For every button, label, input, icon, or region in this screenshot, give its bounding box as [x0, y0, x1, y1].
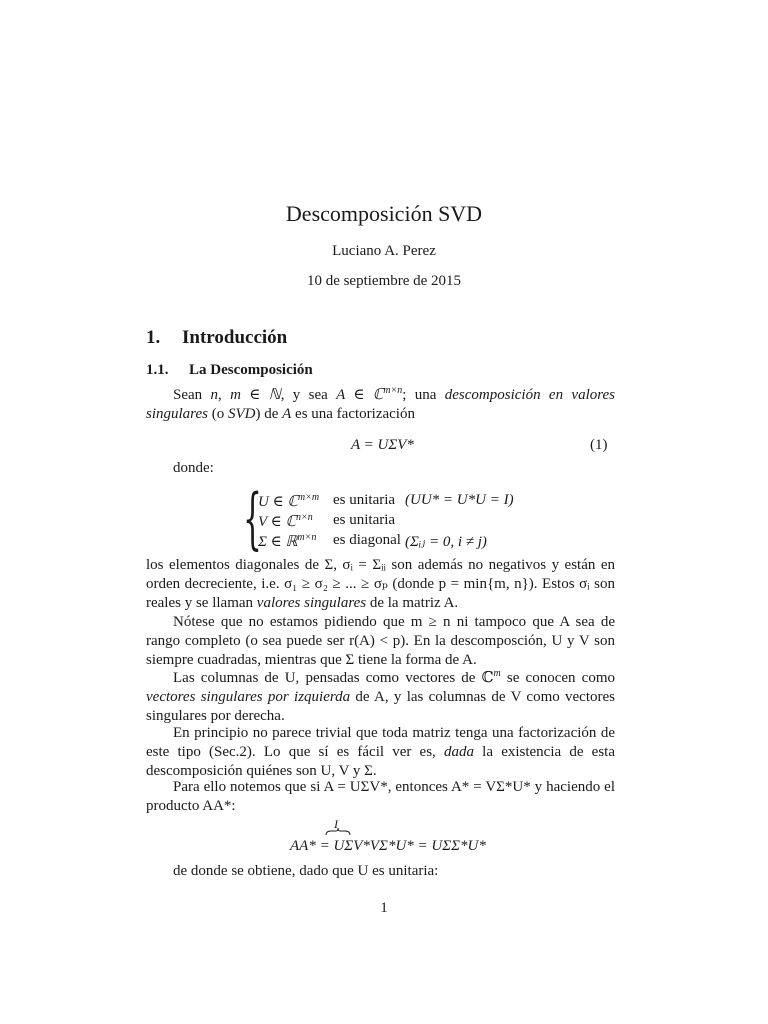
text-run: de A, y las columnas de V como vectores singulares por derecha. — [146, 689, 615, 724]
math-superscript: m×n — [297, 532, 317, 543]
case-row-3-desc: es diagonal — [333, 532, 401, 548]
section-heading — [146, 327, 287, 349]
text-run: ; una — [402, 387, 445, 403]
emphasis-text: vectores singulares por izquierda — [146, 689, 351, 705]
emphasis-text: SVD — [227, 406, 256, 422]
math-run: Σ ∈ ℝ — [258, 534, 298, 550]
math-superscript: m×n — [383, 385, 403, 396]
math-superscript: m×m — [297, 492, 320, 503]
math-run: V ∈ ℂ — [258, 514, 296, 530]
paragraph-donde: donde: — [173, 460, 214, 476]
text-run: ) de — [255, 406, 283, 422]
emphasis-text: descomposición en valores singulares — [146, 387, 616, 422]
paragraph-columnas — [146, 669, 615, 726]
text-run: es una factorización — [291, 406, 415, 422]
case-row-1-desc: es unitaria — [333, 492, 396, 508]
case-row-1-extra: (UU* = U*U = I) — [405, 492, 514, 508]
text-run: (o — [207, 406, 228, 422]
section-number: 1. — [146, 327, 161, 348]
paragraph-notese: Nótese que no estamos pidiendo que m ≥ n ni tampoco que A sea de rango completo (o sea puede ser r(A) < p). En la descomposción, U y V son siempre cuadradas, mientras que Σ tiene la forma de A. — [146, 614, 615, 668]
math-run: AA* = UΣ — [290, 838, 354, 854]
overbrace-label: I — [334, 817, 338, 831]
paper-date: 10 de septiembre de 2015 — [306, 273, 462, 289]
equation-2 — [290, 838, 486, 855]
subsection-title: La Descomposición — [189, 362, 313, 378]
text-run: Las columnas de U, pensadas como vectores de ℂ — [173, 670, 494, 686]
emphasis-text: valores singulares — [256, 595, 367, 611]
case-row-2-desc: es unitaria — [333, 512, 396, 528]
author-name: Luciano A. Perez — [332, 243, 436, 259]
paper-title: Descomposición SVD — [285, 201, 483, 226]
text-run: de la matriz A. — [366, 595, 459, 611]
text-run: se conocen como — [500, 670, 615, 686]
math-superscript: m — [493, 668, 501, 679]
text-run: los elementos diagonales de Σ, σᵢ = Σᵢᵢ son además no negativos y están en orden decreciente, i.e. σ₁ ≥ σ₂ ≥ ... ≥ σₚ (donde p = min{m, n}). Estos σᵢ son reales y se llaman — [146, 557, 615, 611]
text-run: En principio no parece trivial que toda matriz tenga una factorización de este tipo (Sec.2). Lo que sí es fácil ver es, — [146, 725, 615, 760]
paragraph-principio — [146, 724, 615, 781]
equation-1: A = UΣV* — [351, 437, 414, 453]
paragraph-para-ello: Para ello notemos que si A = UΣV*, entonces A* = VΣ*U* y haciendo el producto AA*: — [146, 779, 615, 814]
math-run: n, m ∈ ℕ — [210, 387, 281, 403]
paragraph-de-donde: de donde se obtiene, dado que U es unitaria: — [173, 863, 439, 879]
math-run: A — [282, 406, 292, 422]
math-run: V*V — [353, 838, 380, 854]
case-row-2-lhs — [258, 512, 313, 531]
math-run: A ∈ ℂ — [336, 387, 384, 403]
paragraph-intro — [146, 386, 615, 424]
text-run: la existencia de esta descomposición quiénes son U, V y Σ. — [146, 744, 616, 779]
case-row-3-extra: (Σᵢⱼ = 0, i ≠ j) — [405, 534, 487, 550]
page-number: 1 — [380, 900, 388, 916]
text-run: , y sea — [280, 387, 337, 403]
math-run: Σ*U* = UΣΣ*U* — [379, 838, 486, 854]
text-run: Sean — [173, 387, 211, 403]
equation-number: (1) — [590, 437, 608, 453]
emphasis-text: dada — [444, 744, 474, 760]
math-superscript: n×n — [295, 512, 313, 523]
math-run: U ∈ ℂ — [258, 494, 298, 510]
section-title: Introducción — [182, 327, 288, 348]
overbrace-icon — [325, 828, 351, 836]
subsection-number: 1.1. — [146, 362, 169, 378]
case-row-3-lhs — [258, 532, 316, 551]
case-row-1-lhs — [258, 492, 319, 511]
paragraph-diagonal — [146, 556, 615, 613]
subsection-heading — [146, 362, 313, 379]
left-brace: { — [243, 480, 262, 557]
